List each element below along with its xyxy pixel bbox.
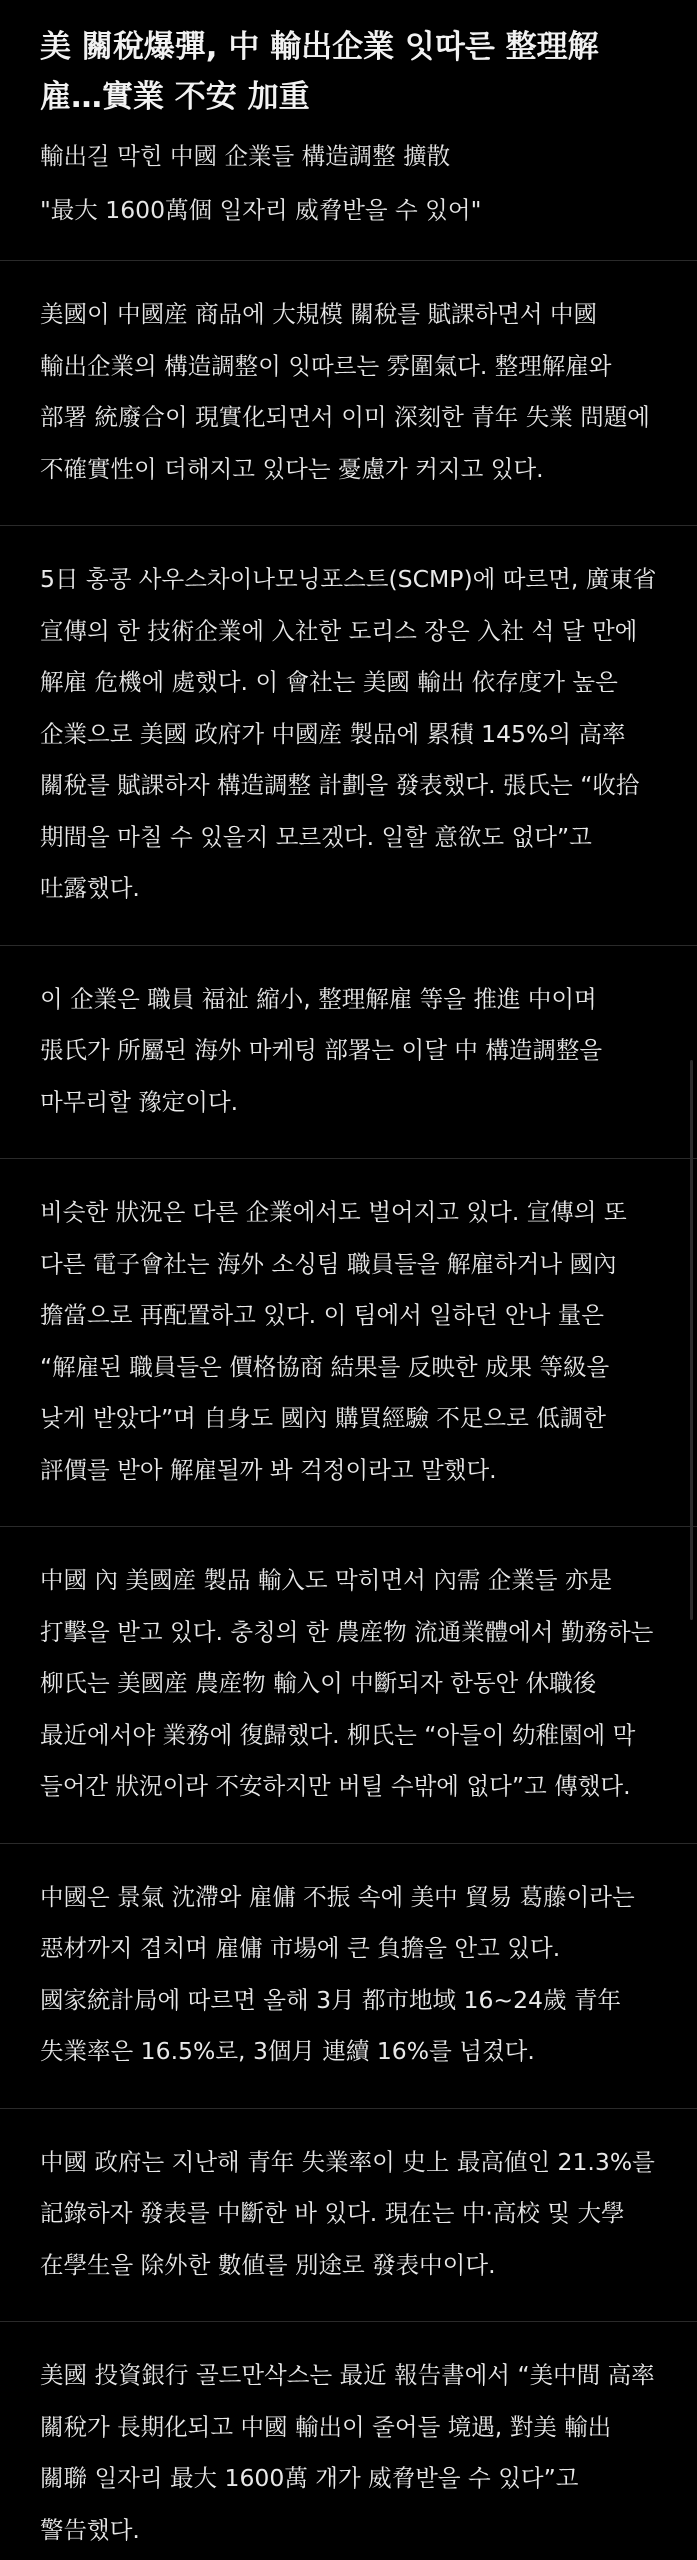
scrollbar[interactable] (690, 1060, 693, 1620)
divider (0, 945, 697, 946)
divider (0, 2108, 697, 2109)
article-paragraph-6: 中國은 景氣 沈滯와 雇傭 不振 속에 美中 貿易 葛藤이라는 惡材까지 겹치며 雇傭 市場에 큰 負擔을 안고 있다. 國家統計局에 따르면 올해 3月 都市地域 16~24歲 青年 失業率은 16.5%로, 3個月 連續 16%를 넘겼다. (40, 1882, 635, 2065)
article-paragraph-7: 中國 政府는 지난해 青年 失業率이 史上 最高値인 21.3%를 記錄하자 發表를 中斷한 바 있다. 現在는 中·高校 및 大學 在學生을 除外한 數値를 別途로 發表中이다. (40, 2147, 655, 2279)
article (40, 22, 660, 2556)
divider (0, 1526, 697, 1527)
divider (0, 260, 697, 261)
article-paragraph-5: 中國 內 美國産 製品 輸入도 막히면서 內需 企業들 亦是 打擊을 받고 있다. 충칭의 한 農産物 流通業體에서 勤務하는 柳氏는 美國産 農産物 輸入이 中斷되자 한동안 休職後 最近에서야 業務에 復歸했다. 柳氏는 “아들이 幼稚園에 막 들어간 狀況이라 不安하지만 버틸 수밖에 없다”고 傳했다. (40, 1566, 654, 1800)
divider (0, 1158, 697, 1159)
article-paragraph-4: 비슷한 狀況은 다른 企業에서도 벌어지고 있다. 宣傳의 또 다른 電子會社는 海外 소싱팀 職員들을 解雇하거나 國內 擔當으로 再配置하고 있다. 이 팀에서 일하던 안나 量은 “解雇된 職員들은 價格協商 結果를 反映한 成果 等級을 낮게 받았다”며 自身도 國內 購買經驗 不足으로 低調한 評價를 받아 解雇될까 봐 걱정이라고 말했다. (40, 1198, 627, 1484)
article-paragraph-1: 美國이 中國産 商品에 大規模 關稅를 賦課하면서 中國 輸出企業의 構造調整이 잇따르는 雰圍氣다. 整理解雇와 部署 統廢合이 現實化되면서 이미 深刻한 青年 失業 問題에 不確實性이 더해지고 있다는 憂慮가 커지고 있다. (40, 300, 650, 483)
divider (0, 2321, 697, 2322)
article-paragraph-2: 5日 홍콩 사우스차이나모닝포스트(SCMP)에 따르면, 廣東省 宣傳의 한 技術企業에 入社한 도리스 장은 入社 석 달 만에 解雇 危機에 處했다. 이 會社는 美國 輸出 依存度가 높은 企業으로 美國 政府가 中國産 製品에 累積 145%의 高率 關稅를 賦課하자 構造調整 計劃을 發表했다. 張氏는 “收拾 期間을 마칠 수 있을지 모르겠다. 일할 意欲도 없다”고 吐露했다. (40, 565, 657, 902)
article-paragraph-8: 美國 投資銀行 골드만삭스는 最近 報告書에서 “美中間 高率 關稅가 長期化되고 中國 輸出이 줄어들 境遇, 對美 輸出 關聯 일자리 最大 1600萬 개가 威脅받을 수 있다”고 警告했다. (40, 2361, 655, 2544)
divider (0, 1843, 697, 1844)
article-subhead-2: "最大 1600萬個 일자리 威脅받을 수 있어" (40, 196, 482, 224)
article-subhead-1: 輸出길 막힌 中國 企業들 構造調整 擴散 (40, 142, 451, 170)
divider (0, 525, 697, 526)
article-paragraph-3: 이 企業은 職員 福祉 縮小, 整理解雇 等을 推進 中이며 張氏가 所屬된 海外 마케팅 部署는 이달 中 構造調整을 마무리할 豫定이다. (40, 984, 603, 1116)
article-headline: 美 關稅爆彈, 中 輸出企業 잇따른 整理解雇…實業 不安 加重 (40, 29, 599, 115)
